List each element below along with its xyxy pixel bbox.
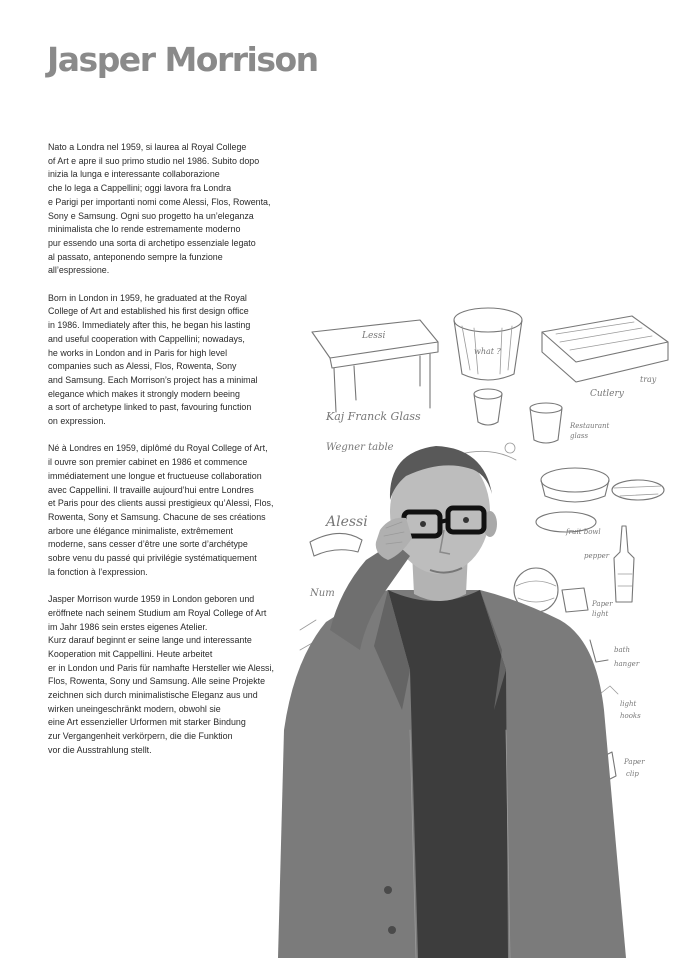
note-num: Num	[310, 588, 335, 599]
bio-french: Né à Londres en 1959, diplômé du Royal College of Art, il ouvre son premier cabinet en 1986 et commence immédiatement une longue et fructueuse collaboration avec Cappellini. Il travaille aujourd’hui entre Londres et Paris pour des clients aussi prestigieux qu’Alessi, Flos, Rowenta, Sony et Samsung. Chacune de ses créations arbore une élégance minimaliste, extrêmement moderne, sans cesser d’être une sorte d’archétype sobre venu du passé qui privilégie systématiquement la fonction à l’expression.	[48, 443, 274, 577]
page-title: Jasper Morrison	[47, 40, 318, 79]
sketch-table-icon	[312, 320, 438, 412]
note-cutlery: Cutlery	[590, 389, 624, 399]
note-kaj: Kaj Franck Glass	[326, 410, 421, 423]
bio-italian: Nato a Londra nel 1959, si laurea al Royal College of Art e apre il suo primo studio nel 1986. Subito dopo inizia la lunga e interessante collaborazione che lo lega a Cappellini; oggi lavora fra Londra e Parigi per importanti nomi come Alessi, Flos, Rowenta, Sony e Samsung. Ogni suo progetto ha un’eleganza minimalista che lo rende estremamente moderno pur essendo una sorta di archetipo essenziale legato al passato, anteponendo sempre la funzione all’espressione.	[48, 142, 271, 276]
note-lamp2: hooks	[620, 712, 641, 720]
note-hanger: hanger	[614, 660, 640, 668]
note-paper1b: light	[592, 610, 609, 618]
note-restaurant: Restaurant	[570, 422, 610, 430]
note-glass: glass	[570, 432, 589, 440]
bio-english: Born in London in 1959, he graduated at the Royal College of Art and established his first design office in 1986. Immediately after this, he began his lasting and useful cooperation with Cappellini; nowadays, he works in London and in Paris for high level companies such as Alessi, Flos, Rowenta, Sony and Samsung. Each Morrison’s project has a minimal elegance which makes it strongly modern beeing a sort of archetype linked to past, favouring function on expression.	[48, 292, 258, 427]
note-cup: what ?	[474, 347, 501, 356]
portrait-with-sketches	[270, 290, 677, 958]
note-paper1: Paper	[592, 600, 613, 608]
sketch-pepper-mill-icon	[584, 526, 634, 602]
note-bath: bath	[614, 646, 630, 654]
note-paper2: Paper	[624, 758, 645, 766]
sketch-tray-icon	[542, 316, 668, 399]
note-clip: clip	[626, 770, 639, 778]
note-lamp1: light	[620, 700, 637, 708]
note-fruit: fruit bowl	[566, 528, 601, 536]
note-pepper: pepper	[584, 552, 610, 560]
sketch-cup-icon	[454, 308, 522, 380]
sketch-bowl-icon	[536, 468, 664, 536]
note-wegner: Wegner table	[326, 442, 394, 453]
biography-text	[48, 141, 300, 771]
bio-german: Jasper Morrison wurde 1959 in London geboren und eröffnete nach seinem Studium am Royal College of Art im Jahr 1986 sein erstes eigenes Atelier. Kurz darauf beginnt er seine lange und interessante Kooperation mit Cappellini. Heute arbeitet er in London und Paris für namhafte Hersteller wie Alessi, Flos, Rowenta, Sony und Samsung. Alle seine Projekte zeichnen sich durch minimalistische Eleganz aus und wirken uneingeschränkt modern, obwohl sie eine Art essenzieller Urformen mit starker Bindung zur Vergangenheit verkörpern, die die Funktion vor die Ausstrahlung stellt.	[48, 594, 274, 755]
note-alessi: Alessi	[326, 514, 368, 530]
note-tray: tray	[640, 375, 657, 384]
note-table: Lessi	[362, 331, 386, 341]
